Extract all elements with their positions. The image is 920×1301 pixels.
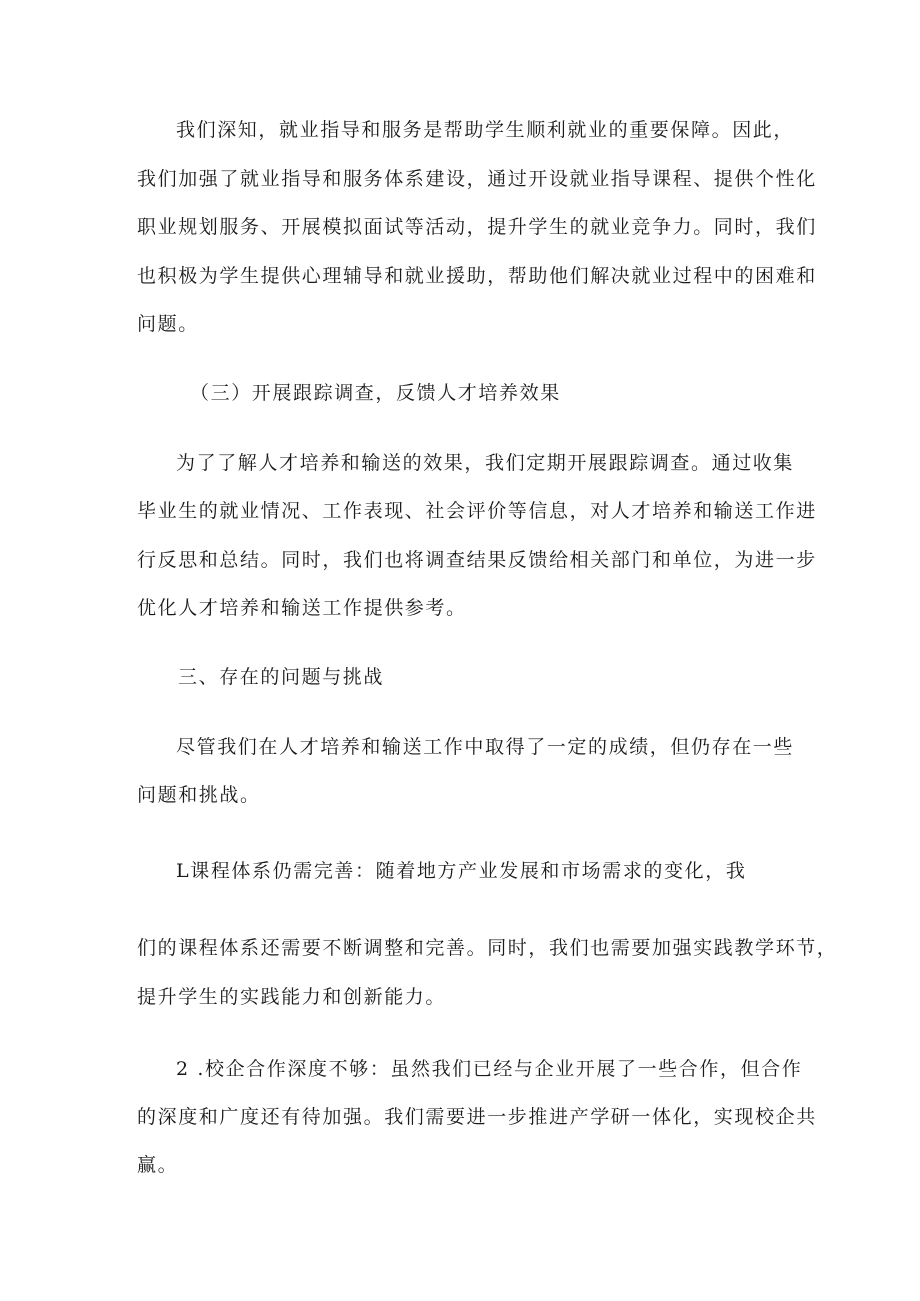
paragraph-1-line-5: 问题。 bbox=[137, 313, 199, 335]
paragraph-2-line-1: 为了了解人才培养和输送的效果，我们定期开展跟踪调查。通过收集 bbox=[176, 452, 795, 474]
section-heading-3: 三、存在的问题与挑战 bbox=[178, 666, 385, 688]
item-2-line-2: 的深度和广度还有待加强。我们需要进一步推进产学研一体化，实现校企共 bbox=[137, 1106, 817, 1128]
paragraph-2-line-3: 行反思和总结。同时，我们也将调查结果反馈给相关部门和单位，为进一步 bbox=[137, 549, 817, 571]
paragraph-1-line-2: 我们加强了就业指导和服务体系建设，通过开设就业指导课程、提供个性化 bbox=[137, 168, 817, 190]
item-1-line-1: L课程体系仍需完善：随着地方产业发展和市场需求的变化，我 bbox=[176, 860, 747, 882]
subheading-3: （三）开展跟踪调查，反馈人才培养效果 bbox=[190, 382, 561, 404]
item-2-line-1: 2 .校企合作深度不够：虽然我们已经与企业开展了一些合作，但合作 bbox=[176, 1058, 803, 1080]
paragraph-2-line-2: 毕业生的就业情况、工作表现、社会评价等信息，对人才培养和输送工作进 bbox=[137, 500, 817, 522]
paragraph-3-line-2: 问题和挑战。 bbox=[137, 784, 261, 806]
paragraph-1-line-3: 职业规划服务、开展模拟面试等活动，提升学生的就业竞争力。同时，我们 bbox=[137, 216, 817, 238]
item-1-line-2: 们的课程体系还需要不断调整和完善。同时，我们也需要加强实践教学环节， bbox=[137, 937, 838, 959]
item-2-line-3: 赢。 bbox=[137, 1154, 179, 1176]
item-1-line-3: 提升学生的实践能力和创新能力。 bbox=[137, 986, 447, 1008]
paragraph-1-line-1: 我们深知，就业指导和服务是帮助学生顺利就业的重要保障。因此， bbox=[176, 119, 795, 141]
paragraph-1-line-4: 也积极为学生提供心理辅导和就业援助，帮助他们解决就业过程中的困难和 bbox=[137, 265, 817, 287]
paragraph-3-line-1: 尽管我们在人才培养和输送工作中取得了一定的成绩，但仍存在一些 bbox=[176, 736, 795, 758]
paragraph-2-line-4: 优化人才培养和输送工作提供参考。 bbox=[137, 597, 467, 619]
